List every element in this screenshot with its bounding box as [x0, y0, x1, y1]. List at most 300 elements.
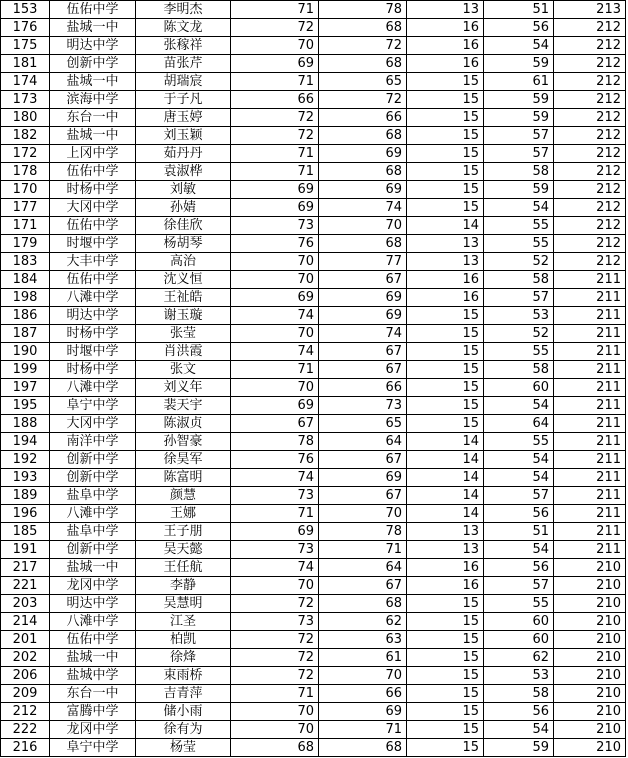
score1-cell: 72: [231, 649, 319, 667]
table-row: [1, 1, 626, 19]
score1-cell: 74: [231, 343, 319, 361]
total-cell: 212: [554, 145, 626, 163]
score3-cell: 16: [407, 37, 484, 55]
score1-cell: 69: [231, 181, 319, 199]
school-cell: 盐阜中学: [50, 487, 136, 505]
school-cell: 滨海中学: [50, 91, 136, 109]
score2-cell: 69: [319, 289, 407, 307]
table-row: [1, 451, 626, 469]
id-cell: 185: [1, 523, 50, 541]
school-cell: 龙冈中学: [50, 721, 136, 739]
name-cell: 吉青萍: [136, 685, 231, 703]
total-cell: 211: [554, 397, 626, 415]
name-cell: 陈富明: [136, 469, 231, 487]
score4-cell: 51: [484, 1, 554, 19]
score3-cell: 16: [407, 559, 484, 577]
id-cell: 180: [1, 109, 50, 127]
total-cell: 211: [554, 379, 626, 397]
id-cell: 187: [1, 325, 50, 343]
id-cell: 186: [1, 307, 50, 325]
score1-cell: 74: [231, 559, 319, 577]
score4-cell: 59: [484, 91, 554, 109]
id-cell: 171: [1, 217, 50, 235]
score4-cell: 54: [484, 451, 554, 469]
table-row: [1, 37, 626, 55]
id-cell: 176: [1, 19, 50, 37]
score3-cell: 15: [407, 199, 484, 217]
score3-cell: 15: [407, 163, 484, 181]
score4-cell: 53: [484, 307, 554, 325]
score2-cell: 74: [319, 325, 407, 343]
score4-cell: 54: [484, 397, 554, 415]
score2-cell: 64: [319, 559, 407, 577]
score2-cell: 71: [319, 721, 407, 739]
score1-cell: 69: [231, 289, 319, 307]
score1-cell: 66: [231, 91, 319, 109]
score2-cell: 78: [319, 523, 407, 541]
score3-cell: 16: [407, 55, 484, 73]
school-cell: 盐城一中: [50, 19, 136, 37]
name-cell: 陈文龙: [136, 19, 231, 37]
score2-cell: 64: [319, 433, 407, 451]
score3-cell: 15: [407, 145, 484, 163]
name-cell: 王任航: [136, 559, 231, 577]
id-cell: 196: [1, 505, 50, 523]
name-cell: 沈义恒: [136, 271, 231, 289]
score3-cell: 15: [407, 343, 484, 361]
table-row: [1, 253, 626, 271]
score4-cell: 57: [484, 577, 554, 595]
score4-cell: 58: [484, 685, 554, 703]
total-cell: 211: [554, 433, 626, 451]
total-cell: 212: [554, 55, 626, 73]
school-cell: 富腾中学: [50, 703, 136, 721]
school-cell: 盐城一中: [50, 559, 136, 577]
score2-cell: 72: [319, 37, 407, 55]
name-cell: 裴天宇: [136, 397, 231, 415]
score2-cell: 66: [319, 379, 407, 397]
id-cell: 172: [1, 145, 50, 163]
score4-cell: 57: [484, 487, 554, 505]
table-row: [1, 55, 626, 73]
score1-cell: 69: [231, 55, 319, 73]
table-row: [1, 703, 626, 721]
score3-cell: 15: [407, 91, 484, 109]
table-row: [1, 739, 626, 757]
school-cell: 大丰中学: [50, 253, 136, 271]
score4-cell: 57: [484, 145, 554, 163]
table-row: [1, 73, 626, 91]
name-cell: 刘玉颖: [136, 127, 231, 145]
name-cell: 江圣: [136, 613, 231, 631]
table-row: [1, 487, 626, 505]
score2-cell: 78: [319, 1, 407, 19]
name-cell: 于子凡: [136, 91, 231, 109]
school-cell: 伍佑中学: [50, 163, 136, 181]
name-cell: 王子朋: [136, 523, 231, 541]
school-cell: 创新中学: [50, 541, 136, 559]
school-cell: 八滩中学: [50, 613, 136, 631]
score4-cell: 58: [484, 271, 554, 289]
name-cell: 李静: [136, 577, 231, 595]
id-cell: 173: [1, 91, 50, 109]
name-cell: 储小雨: [136, 703, 231, 721]
id-cell: 190: [1, 343, 50, 361]
score3-cell: 13: [407, 541, 484, 559]
name-cell: 袁淑桦: [136, 163, 231, 181]
score1-cell: 70: [231, 37, 319, 55]
score1-cell: 73: [231, 217, 319, 235]
score2-cell: 71: [319, 541, 407, 559]
score4-cell: 54: [484, 541, 554, 559]
name-cell: 吴慧明: [136, 595, 231, 613]
score2-cell: 66: [319, 685, 407, 703]
school-cell: 时杨中学: [50, 361, 136, 379]
score1-cell: 72: [231, 19, 319, 37]
score3-cell: 14: [407, 217, 484, 235]
score4-cell: 58: [484, 163, 554, 181]
school-cell: 大冈中学: [50, 199, 136, 217]
id-cell: 222: [1, 721, 50, 739]
score3-cell: 14: [407, 505, 484, 523]
total-cell: 211: [554, 361, 626, 379]
total-cell: 212: [554, 217, 626, 235]
score2-cell: 68: [319, 595, 407, 613]
score3-cell: 15: [407, 649, 484, 667]
name-cell: 张莹: [136, 325, 231, 343]
score4-cell: 60: [484, 631, 554, 649]
school-cell: 时堰中学: [50, 343, 136, 361]
school-cell: 八滩中学: [50, 379, 136, 397]
total-cell: 211: [554, 541, 626, 559]
id-cell: 206: [1, 667, 50, 685]
school-cell: 创新中学: [50, 55, 136, 73]
name-cell: 张稼祥: [136, 37, 231, 55]
score2-cell: 63: [319, 631, 407, 649]
score4-cell: 59: [484, 109, 554, 127]
score4-cell: 54: [484, 37, 554, 55]
name-cell: 苗张芹: [136, 55, 231, 73]
score4-cell: 55: [484, 433, 554, 451]
score2-cell: 67: [319, 487, 407, 505]
total-cell: 212: [554, 235, 626, 253]
total-cell: 213: [554, 1, 626, 19]
table-row: [1, 343, 626, 361]
table-row: [1, 577, 626, 595]
score3-cell: 13: [407, 523, 484, 541]
score4-cell: 57: [484, 289, 554, 307]
score1-cell: 76: [231, 235, 319, 253]
total-cell: 212: [554, 181, 626, 199]
school-cell: 时堰中学: [50, 235, 136, 253]
score3-cell: 13: [407, 253, 484, 271]
score1-cell: 71: [231, 163, 319, 181]
total-cell: 212: [554, 73, 626, 91]
school-cell: 盐阜中学: [50, 523, 136, 541]
id-cell: 217: [1, 559, 50, 577]
school-cell: 创新中学: [50, 469, 136, 487]
score3-cell: 14: [407, 433, 484, 451]
score-table-body: [1, 1, 626, 757]
id-cell: 221: [1, 577, 50, 595]
name-cell: 高治: [136, 253, 231, 271]
score1-cell: 78: [231, 433, 319, 451]
score1-cell: 70: [231, 325, 319, 343]
score4-cell: 60: [484, 613, 554, 631]
score1-cell: 70: [231, 253, 319, 271]
name-cell: 束雨桥: [136, 667, 231, 685]
score1-cell: 69: [231, 199, 319, 217]
score3-cell: 15: [407, 703, 484, 721]
name-cell: 杨莹: [136, 739, 231, 757]
total-cell: 212: [554, 109, 626, 127]
score3-cell: 14: [407, 469, 484, 487]
id-cell: 170: [1, 181, 50, 199]
score2-cell: 68: [319, 19, 407, 37]
score1-cell: 69: [231, 397, 319, 415]
table-row: [1, 613, 626, 631]
name-cell: 谢玉璇: [136, 307, 231, 325]
total-cell: 210: [554, 577, 626, 595]
score4-cell: 62: [484, 649, 554, 667]
name-cell: 徐佳欣: [136, 217, 231, 235]
score2-cell: 69: [319, 181, 407, 199]
id-cell: 216: [1, 739, 50, 757]
name-cell: 茹丹丹: [136, 145, 231, 163]
school-cell: 东台一中: [50, 109, 136, 127]
total-cell: 212: [554, 253, 626, 271]
school-cell: 明达中学: [50, 37, 136, 55]
id-cell: 188: [1, 415, 50, 433]
total-cell: 212: [554, 199, 626, 217]
id-cell: 199: [1, 361, 50, 379]
score1-cell: 71: [231, 145, 319, 163]
table-row: [1, 415, 626, 433]
score4-cell: 54: [484, 199, 554, 217]
score2-cell: 69: [319, 703, 407, 721]
score3-cell: 15: [407, 307, 484, 325]
score2-cell: 67: [319, 451, 407, 469]
score4-cell: 55: [484, 235, 554, 253]
score1-cell: 74: [231, 307, 319, 325]
score4-cell: 53: [484, 667, 554, 685]
name-cell: 李明杰: [136, 1, 231, 19]
score2-cell: 68: [319, 163, 407, 181]
name-cell: 王娜: [136, 505, 231, 523]
score2-cell: 67: [319, 577, 407, 595]
score3-cell: 15: [407, 685, 484, 703]
school-cell: 明达中学: [50, 307, 136, 325]
total-cell: 210: [554, 613, 626, 631]
school-cell: 阜宁中学: [50, 739, 136, 757]
name-cell: 吴天懿: [136, 541, 231, 559]
name-cell: 徐有为: [136, 721, 231, 739]
id-cell: 177: [1, 199, 50, 217]
score3-cell: 15: [407, 667, 484, 685]
table-row: [1, 721, 626, 739]
name-cell: 胡瑞宸: [136, 73, 231, 91]
score3-cell: 13: [407, 1, 484, 19]
score1-cell: 74: [231, 469, 319, 487]
table-row: [1, 109, 626, 127]
total-cell: 212: [554, 37, 626, 55]
score4-cell: 55: [484, 217, 554, 235]
school-cell: 明达中学: [50, 595, 136, 613]
school-cell: 创新中学: [50, 451, 136, 469]
table-row: [1, 19, 626, 37]
table-row: [1, 307, 626, 325]
school-cell: 伍佑中学: [50, 271, 136, 289]
school-cell: 盐城中学: [50, 667, 136, 685]
id-cell: 214: [1, 613, 50, 631]
score4-cell: 51: [484, 523, 554, 541]
score3-cell: 16: [407, 19, 484, 37]
total-cell: 210: [554, 631, 626, 649]
total-cell: 211: [554, 469, 626, 487]
score2-cell: 70: [319, 667, 407, 685]
school-cell: 盐城一中: [50, 73, 136, 91]
score4-cell: 56: [484, 19, 554, 37]
total-cell: 211: [554, 307, 626, 325]
school-cell: 大冈中学: [50, 415, 136, 433]
score1-cell: 69: [231, 523, 319, 541]
total-cell: 210: [554, 649, 626, 667]
total-cell: 211: [554, 523, 626, 541]
id-cell: 198: [1, 289, 50, 307]
total-cell: 210: [554, 703, 626, 721]
school-cell: 时杨中学: [50, 181, 136, 199]
score3-cell: 15: [407, 127, 484, 145]
table-row: [1, 217, 626, 235]
score2-cell: 69: [319, 145, 407, 163]
name-cell: 孙智豪: [136, 433, 231, 451]
score2-cell: 67: [319, 271, 407, 289]
name-cell: 徐昊军: [136, 451, 231, 469]
score2-cell: 70: [319, 217, 407, 235]
score2-cell: 68: [319, 55, 407, 73]
total-cell: 212: [554, 19, 626, 37]
score3-cell: 16: [407, 577, 484, 595]
id-cell: 181: [1, 55, 50, 73]
score1-cell: 71: [231, 1, 319, 19]
id-cell: 174: [1, 73, 50, 91]
school-cell: 盐城一中: [50, 127, 136, 145]
score3-cell: 15: [407, 73, 484, 91]
score1-cell: 72: [231, 595, 319, 613]
score3-cell: 15: [407, 325, 484, 343]
table-row: [1, 127, 626, 145]
total-cell: 211: [554, 487, 626, 505]
table-row: [1, 667, 626, 685]
score2-cell: 77: [319, 253, 407, 271]
total-cell: 211: [554, 271, 626, 289]
score3-cell: 13: [407, 235, 484, 253]
table-row: [1, 289, 626, 307]
table-row: [1, 271, 626, 289]
score4-cell: 58: [484, 361, 554, 379]
id-cell: 209: [1, 685, 50, 703]
table-row: [1, 631, 626, 649]
score3-cell: 15: [407, 181, 484, 199]
name-cell: 柏凯: [136, 631, 231, 649]
score4-cell: 54: [484, 721, 554, 739]
id-cell: 192: [1, 451, 50, 469]
score2-cell: 67: [319, 361, 407, 379]
school-cell: 阜宁中学: [50, 397, 136, 415]
score2-cell: 68: [319, 235, 407, 253]
score1-cell: 76: [231, 451, 319, 469]
score3-cell: 16: [407, 271, 484, 289]
total-cell: 210: [554, 559, 626, 577]
score1-cell: 73: [231, 487, 319, 505]
id-cell: 195: [1, 397, 50, 415]
score2-cell: 65: [319, 73, 407, 91]
id-cell: 203: [1, 595, 50, 613]
score4-cell: 59: [484, 739, 554, 757]
id-cell: 202: [1, 649, 50, 667]
score3-cell: 15: [407, 415, 484, 433]
id-cell: 193: [1, 469, 50, 487]
score2-cell: 70: [319, 505, 407, 523]
score3-cell: 15: [407, 721, 484, 739]
score4-cell: 56: [484, 505, 554, 523]
score2-cell: 67: [319, 343, 407, 361]
school-cell: 伍佑中学: [50, 631, 136, 649]
total-cell: 211: [554, 289, 626, 307]
score1-cell: 73: [231, 613, 319, 631]
score4-cell: 64: [484, 415, 554, 433]
score3-cell: 15: [407, 631, 484, 649]
table-row: [1, 397, 626, 415]
score1-cell: 70: [231, 379, 319, 397]
school-cell: 伍佑中学: [50, 217, 136, 235]
table-row: [1, 505, 626, 523]
total-cell: 210: [554, 667, 626, 685]
score1-cell: 68: [231, 739, 319, 757]
score4-cell: 52: [484, 325, 554, 343]
name-cell: 徐烽: [136, 649, 231, 667]
score4-cell: 52: [484, 253, 554, 271]
id-cell: 183: [1, 253, 50, 271]
score2-cell: 68: [319, 739, 407, 757]
total-cell: 211: [554, 415, 626, 433]
name-cell: 刘义年: [136, 379, 231, 397]
id-cell: 179: [1, 235, 50, 253]
score4-cell: 61: [484, 73, 554, 91]
score1-cell: 72: [231, 109, 319, 127]
id-cell: 189: [1, 487, 50, 505]
score4-cell: 59: [484, 55, 554, 73]
score2-cell: 72: [319, 91, 407, 109]
score2-cell: 73: [319, 397, 407, 415]
score4-cell: 59: [484, 181, 554, 199]
score2-cell: 69: [319, 469, 407, 487]
score2-cell: 62: [319, 613, 407, 631]
total-cell: 211: [554, 451, 626, 469]
score3-cell: 15: [407, 109, 484, 127]
id-cell: 212: [1, 703, 50, 721]
table-row: [1, 181, 626, 199]
id-cell: 201: [1, 631, 50, 649]
total-cell: 210: [554, 739, 626, 757]
score1-cell: 67: [231, 415, 319, 433]
id-cell: 178: [1, 163, 50, 181]
table-row: [1, 361, 626, 379]
score3-cell: 15: [407, 739, 484, 757]
total-cell: 210: [554, 685, 626, 703]
table-row: [1, 649, 626, 667]
table-row: [1, 163, 626, 181]
